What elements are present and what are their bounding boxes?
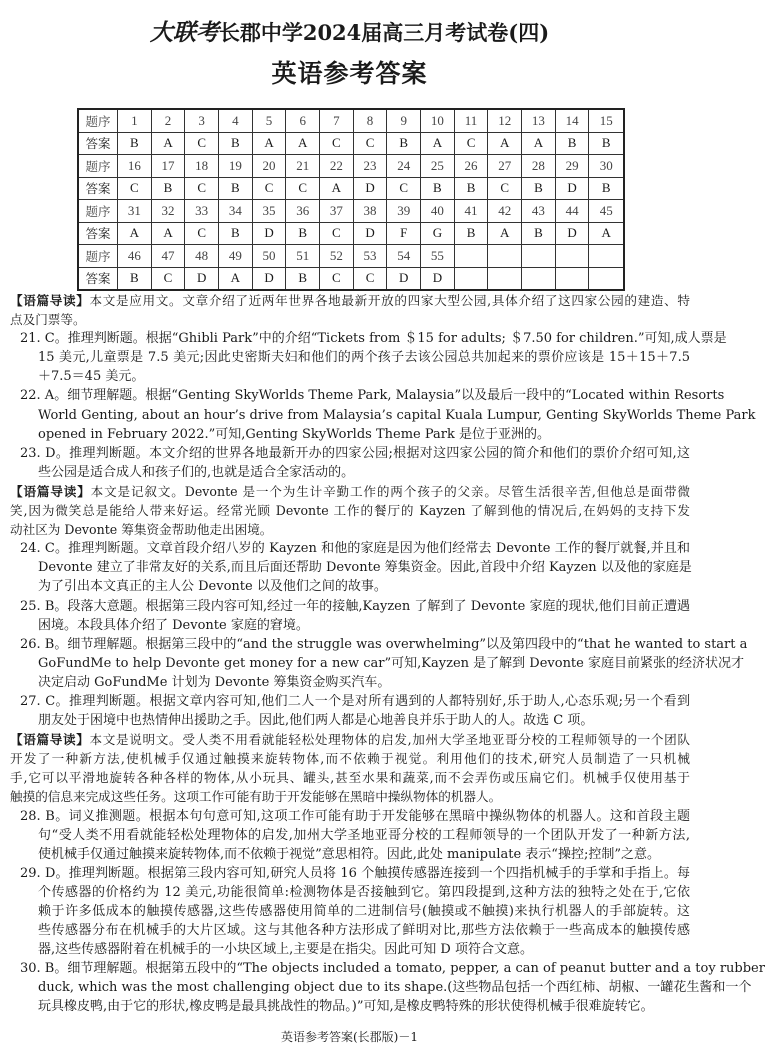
answer-cell: C [320, 267, 354, 290]
answer-cell: B [555, 132, 589, 155]
exam-header [0, 14, 699, 47]
question-number-cell: 35 [252, 200, 286, 223]
line-text: 手,它可以平滑地旋转各种各样的物体,从小玩具、罐头,甚至水果和蔬菜,而不会弄伤或压扁它们。机械手仅使用基于 [10, 770, 690, 786]
line-text: 开发了一种新方法,使机械手仅通过触摸来旋转物体,而不依赖于视觉。利用他们的技术,研究人员制造了一只机械 [10, 751, 690, 767]
question-number-cell: 39 [387, 200, 421, 223]
answer-cell: B [454, 222, 488, 245]
line-text: 28. B。词义推测题。根据本句句意可知,这项工作可能有助于开发能够在黑暗中操纵物体的机器人。这和首段主题 [20, 808, 690, 824]
answer-cell: B [454, 177, 488, 200]
question-number-cell: 17 [151, 155, 185, 178]
question-number-cell: 9 [387, 109, 421, 132]
question-number-cell: 47 [151, 245, 185, 268]
text-line [10, 845, 690, 864]
question-number-cell: 41 [454, 200, 488, 223]
answer-cell: D [387, 267, 421, 290]
answer-cell: C [286, 177, 320, 200]
question-number-cell: 46 [118, 245, 152, 268]
text-line [10, 883, 690, 902]
line-text: 使机械手仅通过触摸来旋转物体,而不依赖于视觉”意思相符。因此,此处 manipulate 表示“操控;控制”之意。 [38, 846, 660, 862]
line-text: opened in February 2022.”可知,Genting SkyWorlds Theme Park 是位于亚洲的。 [38, 426, 550, 442]
guide-tag: 【语篇导读】 [10, 732, 90, 748]
row-label: 题序 [78, 155, 118, 178]
line-text: 些传感器分布在机械手的大片区域。这与其他各种方法形成了鲜明对比,那些方法依赖于一些高成本的触摸传感 [38, 923, 690, 939]
answer-cell: A [118, 222, 152, 245]
answer-row [78, 132, 624, 155]
answer-cell: A [522, 132, 556, 155]
line-text: 24. C。推理判断题。文章首段介绍八岁的 Kayzen 和他的家庭是因为他们经常去 Devonte 工作的餐厅就餐,并且和 [20, 541, 690, 557]
question-number-cell: 23 [353, 155, 387, 178]
line-text: 为了引出本文真正的主人公 Devonte 以及他们之间的故事。 [38, 579, 387, 595]
line-text: 个传感器的价格约为 12 美元,功能很简单:检测物体是否接触到它。第四段提到,这种方法的独特之处在于,它依 [38, 884, 690, 900]
question-number-cell: 19 [219, 155, 253, 178]
answer-explanation [10, 864, 690, 959]
line-text: 26. B。细节理解题。根据第三段中的“and the struggle was overwhelming”以及第四段中的“that he wanted to start a [20, 636, 748, 652]
answer-explanation [10, 386, 756, 443]
line-text: 21. C。推理判断题。根据“Ghibli Park”中的介绍“Tickets from ＄15 for adults; ＄7.50 for children.”可知,成人票是 [20, 331, 727, 347]
answer-cell: D [421, 267, 455, 290]
answer-cell: B [286, 267, 320, 290]
answer-cell: D [252, 267, 286, 290]
text-line [10, 367, 690, 386]
question-number-cell: 10 [421, 109, 455, 132]
answer-cell: C [320, 222, 354, 245]
question-number-row [78, 245, 624, 268]
question-number-cell: 52 [320, 245, 354, 268]
answer-cell: A [421, 132, 455, 155]
line-text: 30. B。细节理解题。根据第五段中的“The objects included a tomato, pepper, a can of peanut butter and a toy rubber [20, 961, 765, 977]
answer-cell: C [151, 267, 185, 290]
question-number-cell: 4 [219, 109, 253, 132]
answer-cell: B [589, 177, 624, 200]
text-line [10, 616, 690, 635]
answer-cell: B [286, 222, 320, 245]
answer-cell: A [252, 132, 286, 155]
text-line [10, 692, 690, 711]
answer-cell: C [320, 132, 354, 155]
text-line [10, 902, 690, 921]
passage-guide [10, 482, 690, 539]
answer-row [78, 177, 624, 200]
text-line [10, 787, 690, 806]
question-number-cell: 14 [555, 109, 589, 132]
text-line [10, 711, 690, 730]
text-line [10, 463, 690, 482]
line-text: ＋7.5＝45 美元。 [38, 369, 145, 385]
line-text: Devonte 建立了非常友好的关系,而且后面还帮助 Devonte 筹集资金。因此,首段中介绍 Kayzen 以及他的家庭是 [38, 560, 692, 576]
line-text: 玩具橡皮鸭,由于它的形状,橡皮鸭是最具挑战性的物品。)”可知,是橡皮鸭特殊的形状使得机械手很难旋转它。 [38, 999, 654, 1015]
answer-cell: C [185, 222, 219, 245]
question-number-cell: 37 [320, 200, 354, 223]
line-text: 些公园是适合成人和孩子们的,也就是适合全家活动的。 [38, 464, 355, 480]
answer-cell: D [185, 267, 219, 290]
line-text: duck, which was the most challenging object due to its shape.(这些物品包括一个西红柿、胡椒、一罐花生酱和一个 [38, 980, 752, 996]
text-line [10, 768, 690, 787]
question-number-cell [555, 245, 589, 268]
answer-cell [589, 267, 624, 290]
question-number-cell: 31 [118, 200, 152, 223]
line-text: 22. A。细节理解题。根据“Genting SkyWorlds Theme Park, Malaysia”以及最后一段中的“Located within Resorts [20, 388, 725, 404]
brand-logo-text: 大联考 [149, 19, 219, 46]
text-line [10, 444, 690, 463]
answer-cell: C [118, 177, 152, 200]
question-number-cell: 33 [185, 200, 219, 223]
question-number-cell: 54 [387, 245, 421, 268]
row-label: 题序 [78, 200, 118, 223]
text-line [10, 749, 690, 768]
answer-cell: C [252, 177, 286, 200]
question-number-row [78, 109, 624, 132]
passage-guide [10, 291, 690, 329]
question-number-cell: 55 [421, 245, 455, 268]
answer-explanation [10, 597, 690, 635]
answer-cell: A [488, 132, 522, 155]
row-label: 答案 [78, 177, 118, 200]
question-number-cell: 15 [589, 109, 624, 132]
question-number-cell: 13 [522, 109, 556, 132]
question-number-cell: 24 [387, 155, 421, 178]
question-number-cell: 8 [353, 109, 387, 132]
answer-cell: A [589, 222, 624, 245]
text-line [10, 635, 748, 654]
answer-cell: B [589, 132, 624, 155]
answer-explanation [10, 692, 690, 730]
answer-table [77, 108, 625, 291]
answer-cell: A [151, 132, 185, 155]
text-line [10, 558, 690, 577]
answer-cell: A [219, 267, 253, 290]
line-text: 25. B。段落大意题。根据第三段内容可知,经过一年的接触,Kayzen 了解到了 Devonte 家庭的现状,他们目前正遭遇 [20, 598, 690, 614]
text-line [10, 386, 725, 405]
question-number-cell: 6 [286, 109, 320, 132]
question-number-cell: 26 [454, 155, 488, 178]
text-line [10, 826, 690, 845]
line-text: 29. D。推理判断题。根据第三段内容可知,研究人员将 16 个触摸传感器连接到一个四指机械手的手掌和手指上。每 [20, 865, 690, 881]
row-label: 题序 [78, 109, 118, 132]
line-text: 动社区为 Devonte 筹集资金帮助他走出困境。 [10, 522, 273, 538]
line-text: 点及门票等。 [10, 312, 86, 328]
answer-cell: A [286, 132, 320, 155]
question-number-cell [589, 245, 624, 268]
text-line [10, 597, 690, 616]
answer-cell: C [185, 177, 219, 200]
guide-tag: 【语篇导读】 [10, 293, 90, 308]
school-exam-title: 长郡中学2024届高三月考试卷(四) [218, 20, 550, 45]
question-number-cell [454, 245, 488, 268]
question-number-cell: 50 [252, 245, 286, 268]
line-text: 本文是说明文。受人类不用看就能轻松处理物体的启发,加州大学圣地亚哥分校的工程师领导的一个团队 [89, 732, 690, 748]
question-number-cell: 45 [589, 200, 624, 223]
question-number-cell: 53 [353, 245, 387, 268]
line-text: GoFundMe to help Devonte get money for a new car”可知,Kayzen 是了解到 Devonte 家庭目前紧张的经济状况才 [38, 655, 744, 671]
text-line [10, 348, 690, 367]
answer-cell [555, 267, 589, 290]
line-text: 赖于许多低成本的触摸传感器,这些传感器使用简单的二进制信号(触摸或不触摸)来执行机器人的手部旋转。这 [38, 904, 690, 919]
question-number-cell: 36 [286, 200, 320, 223]
question-number-cell [488, 245, 522, 268]
answer-cell: A [488, 222, 522, 245]
row-label: 答案 [78, 132, 118, 155]
text-line [10, 310, 690, 329]
question-number-cell: 28 [522, 155, 556, 178]
text-line [10, 978, 752, 997]
text-line [10, 921, 690, 940]
text-line [10, 673, 690, 692]
question-number-cell: 1 [118, 109, 152, 132]
question-number-cell: 38 [353, 200, 387, 223]
answer-cell: C [353, 132, 387, 155]
answer-explanation [10, 539, 690, 596]
question-number-cell: 42 [488, 200, 522, 223]
question-number-cell [522, 245, 556, 268]
answer-cell [488, 267, 522, 290]
text-line [10, 959, 765, 978]
text-line [10, 539, 690, 558]
answer-cell: B [219, 177, 253, 200]
question-number-cell: 22 [320, 155, 354, 178]
answer-cell: D [555, 222, 589, 245]
answer-cell: B [522, 177, 556, 200]
line-text: 15 美元,儿童票是 7.5 美元;因此史密斯夫妇和他们的两个孩子去该公园总共加起来的票价应该是 15＋15＋7.5 [38, 350, 690, 366]
answer-cell: A [320, 177, 354, 200]
answer-cell: C [488, 177, 522, 200]
answer-cell: B [219, 222, 253, 245]
line-text: 本文是记叙文。Devonte 是一个为生计辛勤工作的两个孩子的父亲。尽管生活很辛苦,但他总是面带微 [90, 483, 691, 499]
line-text: 困境。本段具体介绍了 Devonte 家庭的窘境。 [38, 617, 309, 633]
question-number-cell: 25 [421, 155, 455, 178]
answer-cell: B [421, 177, 455, 200]
page-title: 英语参考答案 [271, 59, 428, 88]
answer-cell: B [522, 222, 556, 245]
question-number-cell: 30 [589, 155, 624, 178]
text-line [10, 501, 690, 520]
question-number-cell: 20 [252, 155, 286, 178]
question-number-cell: 3 [185, 109, 219, 132]
line-text: 句“受人类不用看就能轻松处理物体的启发,加州大学圣地亚哥分校的工程师领导的一个团队开发了一种新方法, [38, 827, 690, 843]
answer-explanation [10, 635, 748, 692]
answer-cell: B [151, 177, 185, 200]
guide-tag: 【语篇导读】 [10, 483, 91, 499]
answer-explanation [10, 444, 690, 482]
line-text: 27. C。推理判断题。根据文章内容可知,他们二人一个是对所有遇到的人都特别好,乐于助人,心态乐观;另一个看到 [20, 693, 690, 709]
answer-explanation [10, 329, 727, 386]
answer-cell: A [151, 222, 185, 245]
question-number-cell: 49 [219, 245, 253, 268]
explanations [10, 291, 765, 1017]
question-number-cell: 40 [421, 200, 455, 223]
text-line [10, 807, 690, 826]
text-line [10, 577, 690, 596]
text-line [10, 329, 727, 348]
text-line [10, 940, 690, 959]
text-line [10, 425, 690, 444]
question-number-cell: 32 [151, 200, 185, 223]
answer-cell [522, 267, 556, 290]
text-line [10, 654, 744, 673]
answer-row [78, 222, 624, 245]
answer-cell: B [118, 132, 152, 155]
question-number-row [78, 155, 624, 178]
text-line [10, 730, 690, 749]
answer-cell: F [387, 222, 421, 245]
answer-cell: B [118, 267, 152, 290]
row-label: 题序 [78, 245, 118, 268]
answer-explanation [10, 807, 690, 864]
question-number-row [78, 200, 624, 223]
question-number-cell: 43 [522, 200, 556, 223]
page-footer: 英语参考答案(长郡版)－1 [281, 1030, 418, 1044]
answer-row [78, 267, 624, 290]
text-line [10, 291, 690, 310]
line-text: World Genting, about an hour’s drive from Malaysia’s capital Kuala Lumpur, Genting SkyWorlds Theme Park [38, 407, 756, 423]
line-text: 决定启动 GoFundMe 计划为 Devonte 筹集资金购买汽车。 [38, 674, 391, 690]
answer-cell: B [219, 132, 253, 155]
line-text: 笑,因为微笑总是能给人带来好运。经常光顾 Devonte 工作的餐厅的 Kayzen 了解到他的情况后,在妈妈的支持下发 [10, 503, 690, 519]
question-number-cell: 48 [185, 245, 219, 268]
answer-explanation [10, 959, 765, 1016]
question-number-cell: 5 [252, 109, 286, 132]
text-line [10, 520, 690, 539]
question-number-cell: 12 [488, 109, 522, 132]
question-number-cell: 27 [488, 155, 522, 178]
answer-cell: C [353, 267, 387, 290]
answer-cell: C [185, 132, 219, 155]
line-text: 器,这些传感器附着在机械手的一小块区域上,主要是在指尖。因此可知 D 项符合文意。 [38, 942, 533, 958]
question-number-cell: 44 [555, 200, 589, 223]
row-label: 答案 [78, 222, 118, 245]
question-number-cell: 51 [286, 245, 320, 268]
row-label: 答案 [78, 267, 118, 290]
question-number-cell: 29 [555, 155, 589, 178]
answer-cell: D [353, 177, 387, 200]
question-number-cell: 16 [118, 155, 152, 178]
answer-cell: D [252, 222, 286, 245]
line-text: 23. D。推理判断题。本文介绍的世界各地最新开办的四家公园;根据对这四家公园的简介和他们的票价介绍可知,这 [20, 445, 690, 461]
question-number-cell: 21 [286, 155, 320, 178]
line-text: 朋友处于困境中也热情伸出援助之手。因此,他们两人都是心地善良并乐于助人的人。故选 C 项。 [38, 713, 594, 729]
passage-guide [10, 730, 690, 806]
question-number-cell: 7 [320, 109, 354, 132]
line-text: 触摸的信息来完成这些任务。这项工作可能有助于开发能够在黑暗中操纵物体的机器人。 [10, 789, 502, 805]
text-line [10, 406, 756, 425]
text-line [10, 997, 690, 1016]
text-line [10, 864, 690, 883]
question-number-cell: 2 [151, 109, 185, 132]
text-line [10, 482, 690, 501]
answer-cell: C [387, 177, 421, 200]
answer-cell: D [353, 222, 387, 245]
answer-cell: C [454, 132, 488, 155]
answer-cell: D [555, 177, 589, 200]
question-number-cell: 34 [219, 200, 253, 223]
question-number-cell: 18 [185, 155, 219, 178]
question-number-cell: 11 [454, 109, 488, 132]
answer-cell: G [421, 222, 455, 245]
answer-cell [454, 267, 488, 290]
line-text: 本文是应用文。文章介绍了近两年世界各地最新开放的四家大型公园,具体介绍了这四家公园的建造、特 [89, 293, 690, 308]
answer-cell: B [387, 132, 421, 155]
